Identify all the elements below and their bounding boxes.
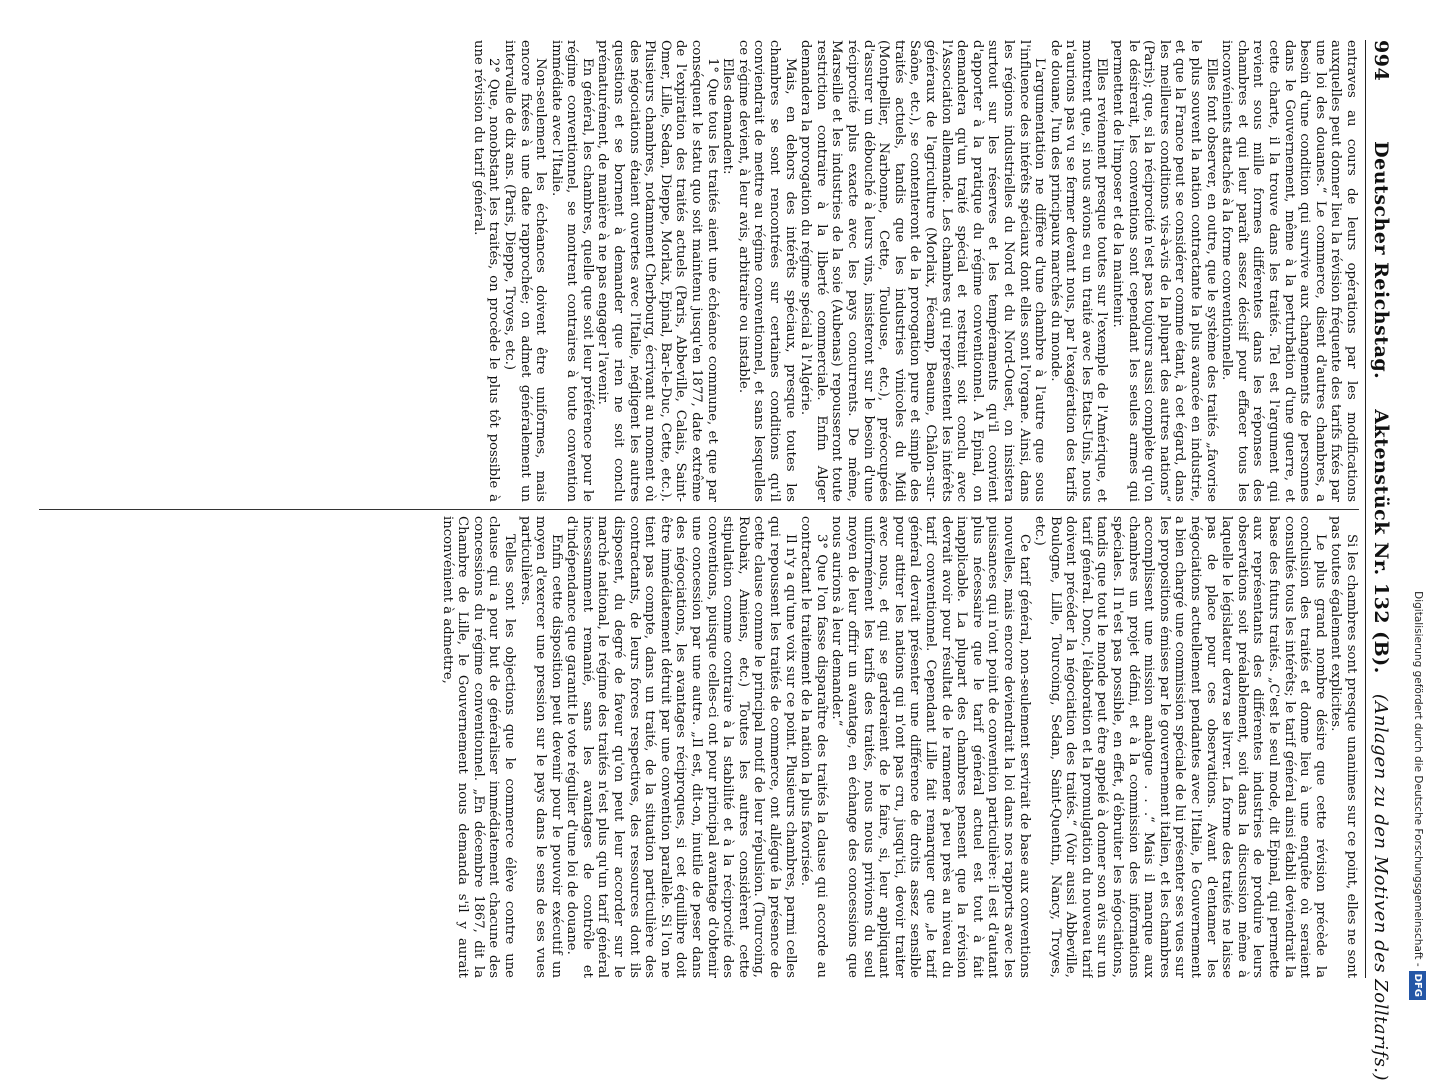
annex-title: (Anlagen zu den Motiven des Zolltarifs.): [1370, 693, 1391, 1081]
right-column: [39, 516, 1359, 978]
left-column: [39, 40, 1359, 502]
paragraph: Si les chambres sont presque unanimes sur ce point, elles ne sont pas toutes également explicites.: [1328, 516, 1359, 978]
digitization-credit: [1409, 10, 1429, 1000]
paragraph: Telles sont les objections que le commerce élève contre une clause qui a pour but de généraliser immédiatement chacune des concessions du régime conventionnel. „En décembre 1867, dit la Chambre de Lille, le Gouvernement nous demanda s'il y aurait inconvénient à admettre,: [439, 516, 517, 978]
page-header: [1365, 40, 1392, 1081]
paragraph: En général, les chambres, quelle que soit leur préférence pour le régime conventionnel, se montrent contraires à toute convention immédiate avec l'Italie.: [548, 40, 595, 502]
paragraph: Ce tarif général, non-seulement servirait de base aux conventions nouvelles, mais encore deviendrait la loi dans nos rapports avec les puissances qui n'ont point de convention particulière: il est d'autant plus nécessaire que le tarif général actuel est tout à fait inapplicable. La plupart des chambres pensent que la révision devrait avoir pour résultat de le ramener à peu près au niveau du tarif conventionnel. Cependant Lille fait remarquer que „le tarif général devrait présenter une différence de droits assez sensible pour attirer les nations qui n'ont pas cru, jusqu'ici, devoir traiter avec nous, et qui se garderaient de le faire, si, leur appliquant uniformément les tarifs des traités, nous nous privions du seul moyen de leur offrir un avantage, en échange des concessions que nous aurions à leur demander.“: [829, 516, 1032, 978]
paragraph: Non-seulement les échéances doivent être uniformes, mais encore fixées à une date rapprochée; on admet généralement un intervalle de dix ans. (Paris, Dieppe, Troyes, etc.): [501, 40, 549, 502]
paragraph: 1° Que tous les traités aient une échéance commune, et que par conséquent le statu quo soit maintenu jusqu'en 1877, date extrême de l'expiration des traités actuels (Paris, Abbeville, Calais, Saint-Omer, Lille, Sedan, Dieppe, Morlaix, Epinal, Bar-le-Duc, Cette, etc.). Plusieurs chambres, notamment Cherbourg, écrivant au moment où des négociations étaient ouvertes avec l'Italie, négligent les autres questions et se bornent à demander que rien ne soit conclu prématurément, de manière à ne pas engager l'avenir.: [595, 40, 720, 502]
dfg-logo: DFG: [1409, 971, 1426, 1000]
paragraph: L'argumentation ne diffère d'une chambre à l'autre que sous l'influence des intérêts spéciaux dont elles sont l'organe. Ainsi, dans les régions industrielles du Nord et du Nord-Ouest, on insistera surtout sur les réserves et les tempéraments qu'il convient d'apporter à la pratique du régime conventionnel. A Epinal, on demandera qu'un traité spécial et restreint soit conclu avec l'Association allemande. Les chambres qui représentent les intérêts généraux de l'agriculture (Morlaix, Fécamp, Beaune, Châlon-sur-Saône, etc.), se contenteront de la prorogation pure et simple des traités actuels, tandis que les industries vinicoles du Midi (Montpellier, Narbonne, Cette, Toulouse, etc.), préoccupées d'assurer un débouché à leurs vins, insisteront sur le besoin d'une réciprocité plus exacte avec les pays concurrents. De même, Marseille et les industries de la soie (Aubenas) repousseront toute restriction contraire à la liberté commerciale. Enfin Alger demandera la prorogation du régime spécial à l'Algérie.: [798, 40, 1048, 502]
text-columns: [39, 40, 1359, 978]
paragraph: entraves au cours de leurs opérations par les modifications auxquelles peut donner lieu la révision fréquente des tarifs fixés par une loi des douanes.“ Le commerce, disent d'autres chambres, a besoin d'une condition qui survive aux changements de personnes dans le Gouvernement, même à la perturbation d'une guerre, et cette charte, il la trouve dans les traités. Tel est l'argument qui revient sous mille formes différentes dans les réponses des chambres et qui leur paraît assez décisif pour effacer tous les inconvénients attachés à la forme conventionnelle.: [1219, 40, 1359, 502]
paragraph: 2° Que, nonobstant les traités, on procède le plus tôt possible à une révision du tarif général.: [470, 40, 502, 502]
paragraph: 3° Que l'on fasse disparaître des traités la clause qui accorde au contractant le traitement de la nation la plus favorisée.: [798, 516, 829, 978]
document-number: Aktenstück Nr. 132 (B).: [1370, 409, 1392, 674]
paragraph: Il n'y a qu'une voix sur ce point. Plusieurs chambres, parmi celles qui repoussent les traités de commerce, ont allégué la présence de cette clause comme le principal motif de leur répulsion. (Tourcoing, Roubaix, Amiens, etc.) Toutes les autres considèrent cette stipulation comme contraire à la stabilité et à la réciprocité des conventions, puisque celles-ci ont pour principal avantage d'obtenir une concession par une autre. „Il est, dit-on, inutile de peser dans des négociations, les avantages réciproques, si cet équilibre doit être immédiatement détruit par une convention parallèle. Si l'on ne tient pas compte, dans un traité, de la situation particulière des contractants, de leurs forces respectives, des ressources dont ils disposent, du degré de faveur qu'on peut leur accorder sur le marché national, le régime des traités n'est plus qu'un tarif général incessamment remanié, sans les avantages de contrôle et d'indépendance que garantit le vote régulier d'une loi de douane.: [564, 516, 798, 978]
paragraph: Elles demandent:: [720, 58, 736, 175]
paragraph: Elles reviennent presque toutes sur l'exemple de l'Amérique, et montrent que, si nous avions eu un traité avec les Etats-Unis, nous n'aurions pas vu se fermer devant nous, par l'exagération des tarifs de douane, l'un des principaux marchés du monde.: [1047, 40, 1110, 502]
column-divider: [39, 509, 1359, 510]
paragraph: Elles font observer, en outre, que le système des traités „favorise le plus souvent la nation contractante la plus avancée en industrie, et que la France peut se considérer comme étant, à cet égard, dans les meilleures conditions vis-à-vis de la plupart des autres nations“ (Paris); que, si la réciprocité n'est pas toujours aussi complète qu'on le désirerait, les conventions sont cependant les seules armes qui permettent de l'imposer et de la maintenir.: [1110, 40, 1219, 502]
paragraph: Mais, en dehors des intérêts spéciaux, presque toutes les chambres se sont rencontrées sur certaines conditions qu'il conviendrait de mettre au régime conventionnel, et sans lesquelles ce régime devient, à leur avis, arbitraire ou instable.: [735, 40, 798, 502]
publication-title: Deutscher Reichstag.: [1370, 141, 1392, 380]
paragraph: Le plus grand nombre désire que cette révision précède la conclusion des traités et donne lieu à une enquête où seraient consultés tous les intérêts; le tarif général ainsi établi deviendrait la base des futurs traités. „C'est le seul mode, dit Epinal, qui permette aux représentants des différentes industries de produire leurs observations soit préalablement, soit dans la discussion même à laquelle le législateur devra se livrer. La forme des traités ne laisse pas de place pour ces observations. Avant d'entamer les négociations actuellement pendantes avec l'Italie, le Gouvernement a bien chargé une commission spéciale de lui présenter ses vues sur les propositions émises par le gouvernement italien, et les chambres accomplissent une mission analogue . . .“ Mais il manque aux chambres un projet défini, et à la commission des informations spéciales. Il n'est pas possible, en effet, d'ébruiter les négociations, tandis que tout le monde peut être appelé à donner son avis sur un tarif général. Donc, l'élaboration et la promulgation du nouveau tarif doivent précéder la négociation des traités.“ (Voir aussi Abbeville, Boulogne, Lille, Tourcoing, Sedan, Saint-Quentin, Nancy, Troyes, etc.): [1032, 516, 1328, 978]
paragraph: Enfin cette disposition peut devenir pour le pouvoir exécutif un moyen d'exercer une pression sur le pays dans le sens de ses vues particulières.: [517, 516, 564, 978]
page-number: 994: [1370, 40, 1392, 82]
digitization-credit-text: Digitalisierung gefördert durch die Deutsche Forschungsgemeinschaft -: [1412, 591, 1424, 967]
